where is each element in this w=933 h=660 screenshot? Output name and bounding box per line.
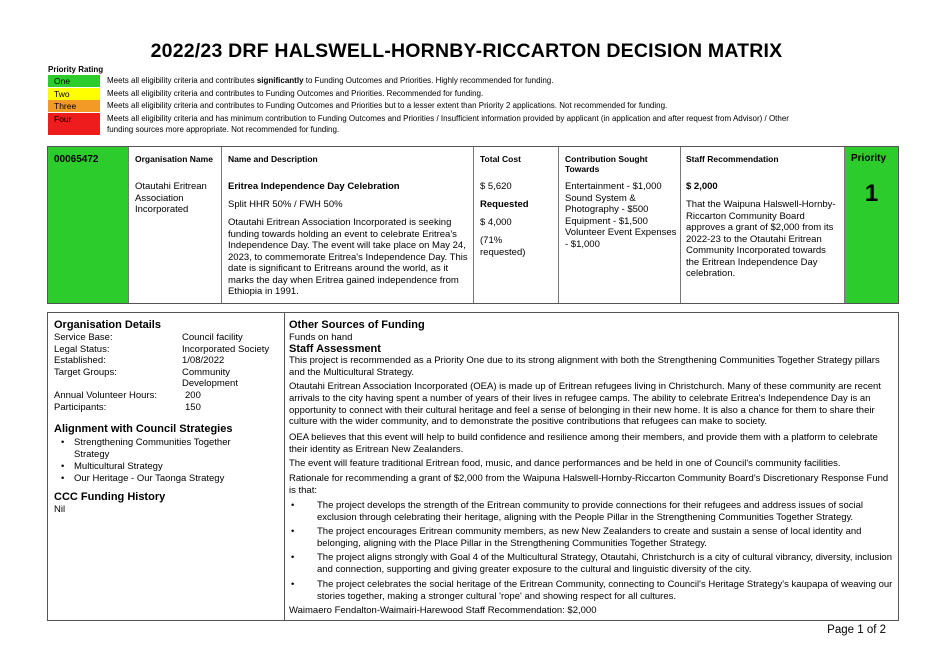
split-text: Split HHR 50% / FWH 50% xyxy=(228,199,343,210)
priority-rating-heading: Priority Rating xyxy=(48,65,104,74)
legal-status-label: Legal Status: xyxy=(54,343,110,355)
priority-row-four xyxy=(48,113,888,135)
page-title: 2022/23 DRF HALSWELL-HORNBY-RICCARTON DECISION MATRIX xyxy=(150,40,783,62)
alignment-heading: Alignment with Council Strategies xyxy=(54,423,233,435)
ccc-history-value: Nil xyxy=(54,504,66,515)
priority-row-two xyxy=(48,88,888,100)
organisation-name: Otautahi Eritrean Association Incorporated xyxy=(135,181,207,215)
priority-row-one xyxy=(48,75,888,87)
staff-recommendation-header: Staff Recommendation xyxy=(686,154,779,164)
priority-cell xyxy=(845,147,898,303)
volunteer-hours-label: Annual Volunteer Hours: xyxy=(54,390,157,401)
other-sources-value: Funds on hand xyxy=(289,332,353,343)
bullet-icon: • xyxy=(291,526,295,537)
other-sources-heading: Other Sources of Funding xyxy=(289,319,425,331)
established-value: 1/08/2022 xyxy=(182,355,225,366)
priority-desc-four: Meets all eligibility criteria and has minimum contribution to Funding Outcomes and Priorities / Insufficient information provided by applicant (in application and after request from Advisor) / Other funding sources more appropriate. Not recommended for funding. xyxy=(107,113,789,134)
rationale-item: The project celebrates the social heritage of the Eritrean Community, connecting to Council's Heritage Strategy's kaupapa of weaving our stories together, making a stronger cultural 'rope' and showing respect for all cultures. xyxy=(317,579,893,602)
organisation-details-heading: Organisation Details xyxy=(54,319,161,331)
assessment-paragraph: Rationale for recommending a grant of $2,000 from the Waipuna Halswell-Hornby-Riccarton Community Board's Discretionary Response Fund is that: xyxy=(289,473,889,496)
organisation-cell xyxy=(129,147,222,303)
alignment-item: • Strengthening Communities Together Strategy xyxy=(74,437,254,460)
contribution-item: Volunteer Event Expenses - $1,000 xyxy=(565,227,677,250)
decision-matrix-row xyxy=(47,146,899,304)
staff-recommendation-amount: $ 2,000 xyxy=(686,181,718,192)
requested-amount: $ 4,000 xyxy=(480,217,512,228)
contribution-header: Contribution Sought Towards xyxy=(565,154,648,174)
name-description-cell xyxy=(222,147,474,303)
bullet-icon: • xyxy=(291,500,295,511)
priority-desc-three: Meets all eligibility criteria and contributes to Funding Outcomes and Priorities but to a lesser extent than Priority 2 applications. Not recommended for funding. xyxy=(107,101,668,110)
details-section xyxy=(47,312,899,621)
organisation-header: Organisation Name xyxy=(135,154,213,164)
service-base-label: Service Base: xyxy=(54,332,113,343)
assessment-paragraph: OEA believes that this event will help to build confidence and resilience among their members, and provide them with a platform to celebrate their identity as Eritrean New Zealanders. xyxy=(289,432,878,455)
application-id: 00065472 xyxy=(54,154,99,165)
target-groups-label: Target Groups: xyxy=(54,366,117,378)
staff-recommendation-text: That the Waipuna Halswell-Hornby-Riccarton Community Board approves a grant of $2,000 from its 2022-23 to the Otautahi Eritrean Community Incorporated towards the Eritrean Independence Day celebration. xyxy=(686,199,836,279)
participants-value: 150 xyxy=(185,401,201,413)
contribution-cell xyxy=(559,147,681,303)
contribution-item: Sound System & Photography - $500 xyxy=(565,192,649,215)
total-cost-value: $ 5,620 xyxy=(480,181,512,192)
alignment-item: • Multicultural Strategy xyxy=(74,461,254,473)
priority-swatch-one: One xyxy=(48,75,100,87)
staff-recommendation-cell xyxy=(681,147,845,303)
priority-swatch-two: Two xyxy=(48,88,100,100)
contribution-item: Equipment - $1,500 xyxy=(565,215,648,227)
application-id-cell xyxy=(48,147,129,303)
contribution-item: Entertainment - $1,000 xyxy=(565,181,662,192)
organisation-panel xyxy=(48,313,285,620)
priority-header: Priority xyxy=(851,153,887,164)
staff-assessment-heading: Staff Assessment xyxy=(289,343,381,355)
total-cost-header: Total Cost xyxy=(480,154,521,164)
assessment-paragraph: The event will feature traditional Eritrean food, music, and dance performances and be held in one of Council's community facilities. xyxy=(289,458,841,469)
page-number: Page 1 of 2 xyxy=(827,624,886,636)
priority-desc-two: Meets all eligibility criteria and contributes to Funding Outcomes and Priorities. Recommended for funding. xyxy=(107,88,484,98)
rationale-item: The project aligns strongly with Goal 4 of the Multicultural Strategy, Otautahi, Christchurch is a city of cultural vibrancy, diversity, inclusion and connection, supporting and giving greater exposure to the cultural and linguistic diversity of the city. xyxy=(317,552,892,575)
project-title: Eritrea Independence Day Celebration xyxy=(228,181,400,192)
legal-status-value: Incorporated Society xyxy=(182,343,270,355)
rationale-item: The project encourages Eritrean community members, as new New Zealanders to create and sustain a sense of local identity and belonging, aligning with the Place Pillar in the Strengthening Communities Together Strategy. xyxy=(317,526,862,549)
priority-row-three xyxy=(48,100,888,112)
priority-desc-one: Meets all eligibility criteria and contributes significantly to Funding Outcomes and Priorities. Highly recommended for funding. xyxy=(107,76,554,85)
target-groups-value: Community Development xyxy=(182,366,238,389)
requested-percent: (71% requested) xyxy=(480,235,526,258)
assessment-paragraph: Otautahi Eritrean Association Incorporated (OEA) is made up of Eritrean refugees living in Christchurch. Many of these community are recent arrivals to the city having spent a number of years of their lives in refugee camps. The ability to celebrate Eritrea's Independence Day is an opportunity to connect with their cultural heritage and feel a sense of belonging in their new home. It is also a chance for them to share their culture with the wider community, and to demonstrate the positive contributions that refugees can make to society. xyxy=(289,381,881,428)
participants-label: Participants: xyxy=(54,401,107,413)
bullet-icon: • xyxy=(291,552,295,563)
rationale-item: The project develops the strength of the Eritrean community to provide connections for their refugees and address issues of social exclusion through celebrating their heritage, aligning with the People Pillar in the Strengthening Communities Together Strategy. xyxy=(317,500,864,523)
bullet-icon: • xyxy=(291,579,295,590)
service-base-value: Council facility xyxy=(182,332,243,343)
priority-swatch-four: Four xyxy=(48,113,100,135)
established-label: Established: xyxy=(54,355,106,366)
assessment-footer: Waimaero Fendalton-Waimairi-Harewood Staff Recommendation: $2,000 xyxy=(289,605,597,616)
name-description-header: Name and Description xyxy=(228,154,318,164)
project-description: Otautahi Eritrean Association Incorporated is seeking funding towards holding an event to celebrate Eritrea's Independence Day. The event will take place on May 24, 2023, to commemorate Eritrea's Independence Day. This date is significant to Eritreans around the world, as it marks the day when Eritrea gained independence from Ethiopia in 1991. xyxy=(228,217,468,297)
priority-swatch-three: Three xyxy=(48,100,100,112)
volunteer-hours-value: 200 xyxy=(185,390,201,401)
requested-label: Requested xyxy=(480,199,529,210)
priority-value: 1 xyxy=(864,180,879,207)
assessment-paragraph: This project is recommended as a Priority One due to its strong alignment with both the Strengthening Communities Together Strategy pillars and the Multicultural Strategy. xyxy=(289,355,880,378)
contribution-list xyxy=(565,181,677,250)
alignment-item: • Our Heritage - Our Taonga Strategy xyxy=(74,473,274,485)
total-cost-cell xyxy=(474,147,559,303)
ccc-history-heading: CCC Funding History xyxy=(54,491,166,503)
